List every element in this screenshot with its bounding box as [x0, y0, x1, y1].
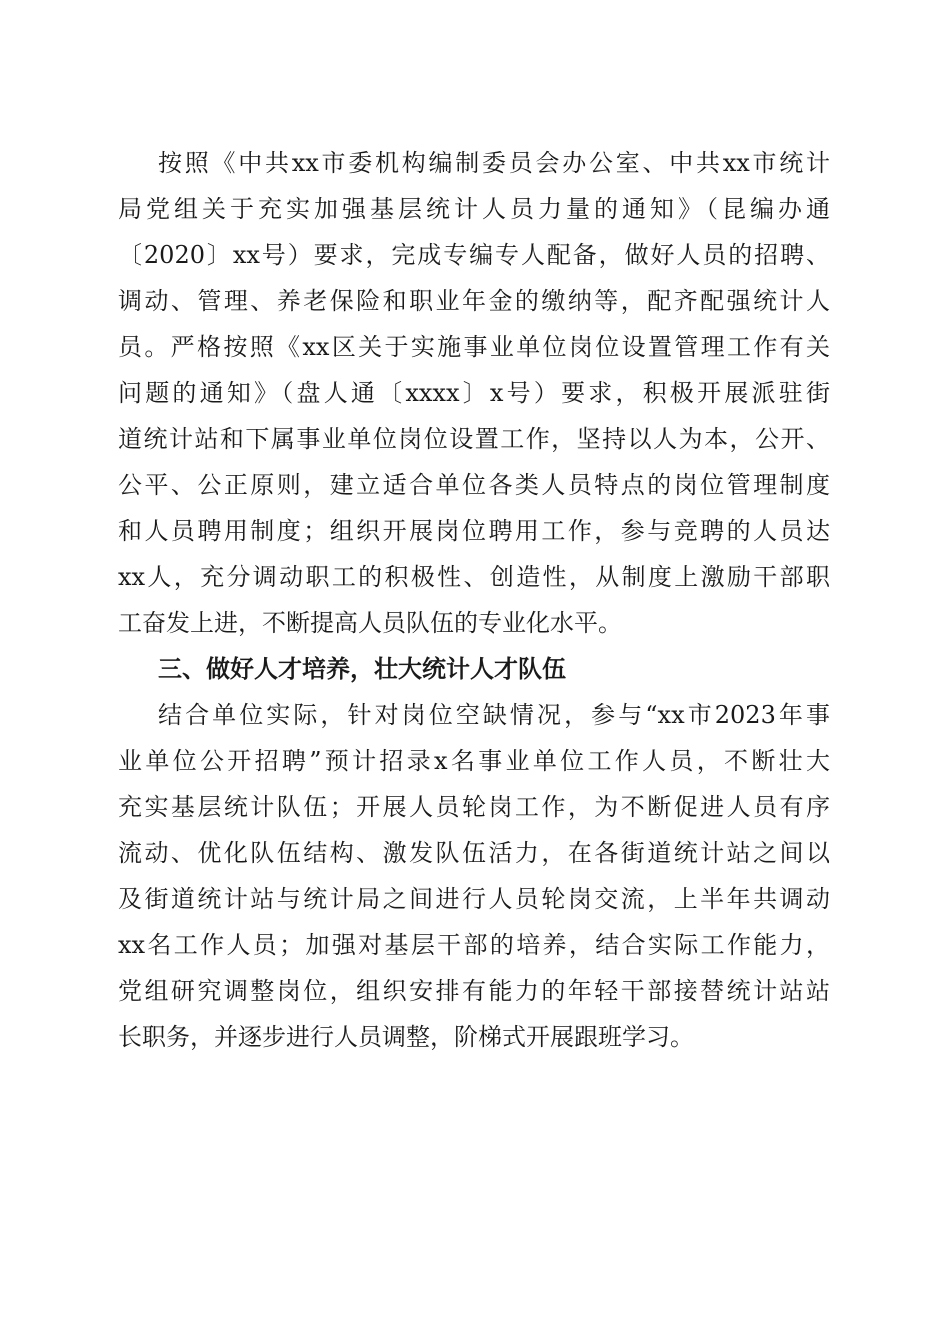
paragraph-line: 道统计站和下属事业单位岗位设置工作，坚持以人为本，公开、 — [118, 425, 830, 453]
document-body — [118, 140, 830, 1060]
section-heading: 三、做好人才培养，壮大统计人才队伍 — [158, 655, 566, 683]
paragraph-line: 工奋发上进，不断提高人员队伍的专业化水平。 — [118, 609, 622, 637]
paragraph-line: 问题的通知》（盘人通〔xxxx〕x号）要求，积极开展派驻街 — [118, 379, 830, 407]
paragraph-line: 局党组关于充实加强基层统计人员力量的通知》（昆编办通 — [118, 195, 830, 223]
paragraph-line: 按照《中共xx市委机构编制委员会办公室、中共xx市统计 — [158, 149, 830, 177]
paragraph-line: xx名工作人员；加强对基层干部的培养，结合实际工作能力， — [118, 931, 830, 959]
paragraph-line: xx人，充分调动职工的积极性、创造性，从制度上激励干部职 — [118, 563, 830, 591]
paragraph-line: 结合单位实际，针对岗位空缺情况，参与“xx市2023年事 — [158, 701, 830, 729]
paragraph-staffing — [118, 140, 830, 646]
paragraph-line: 和人员聘用制度；组织开展岗位聘用工作，参与竞聘的人员达 — [118, 517, 830, 545]
paragraph-line: 员。严格按照《xx区关于实施事业单位岗位设置管理工作有关 — [118, 333, 830, 361]
paragraph-line: 业单位公开招聘”预计招录x名事业单位工作人员，不断壮大 — [118, 747, 830, 775]
paragraph-line: 〔2020〕xx号）要求，完成专编专人配备，做好人员的招聘、 — [118, 241, 830, 269]
paragraph-line: 调动、管理、养老保险和职业年金的缴纳等，配齐配强统计人 — [118, 287, 830, 315]
paragraph-line: 公平、公正原则，建立适合单位各类人员特点的岗位管理制度 — [118, 471, 830, 499]
paragraph-line: 流动、优化队伍结构、激发队伍活力，在各街道统计站之间以 — [118, 839, 830, 867]
paragraph-line: 党组研究调整岗位，组织安排有能力的年轻干部接替统计站站 — [118, 977, 830, 1005]
paragraph-talent — [118, 692, 830, 1060]
paragraph-line: 及街道统计站与统计局之间进行人员轮岗交流，上半年共调动 — [118, 885, 830, 913]
paragraph-line: 充实基层统计队伍；开展人员轮岗工作，为不断促进人员有序 — [118, 793, 830, 821]
paragraph-line: 长职务，并逐步进行人员调整，阶梯式开展跟班学习。 — [118, 1023, 694, 1051]
